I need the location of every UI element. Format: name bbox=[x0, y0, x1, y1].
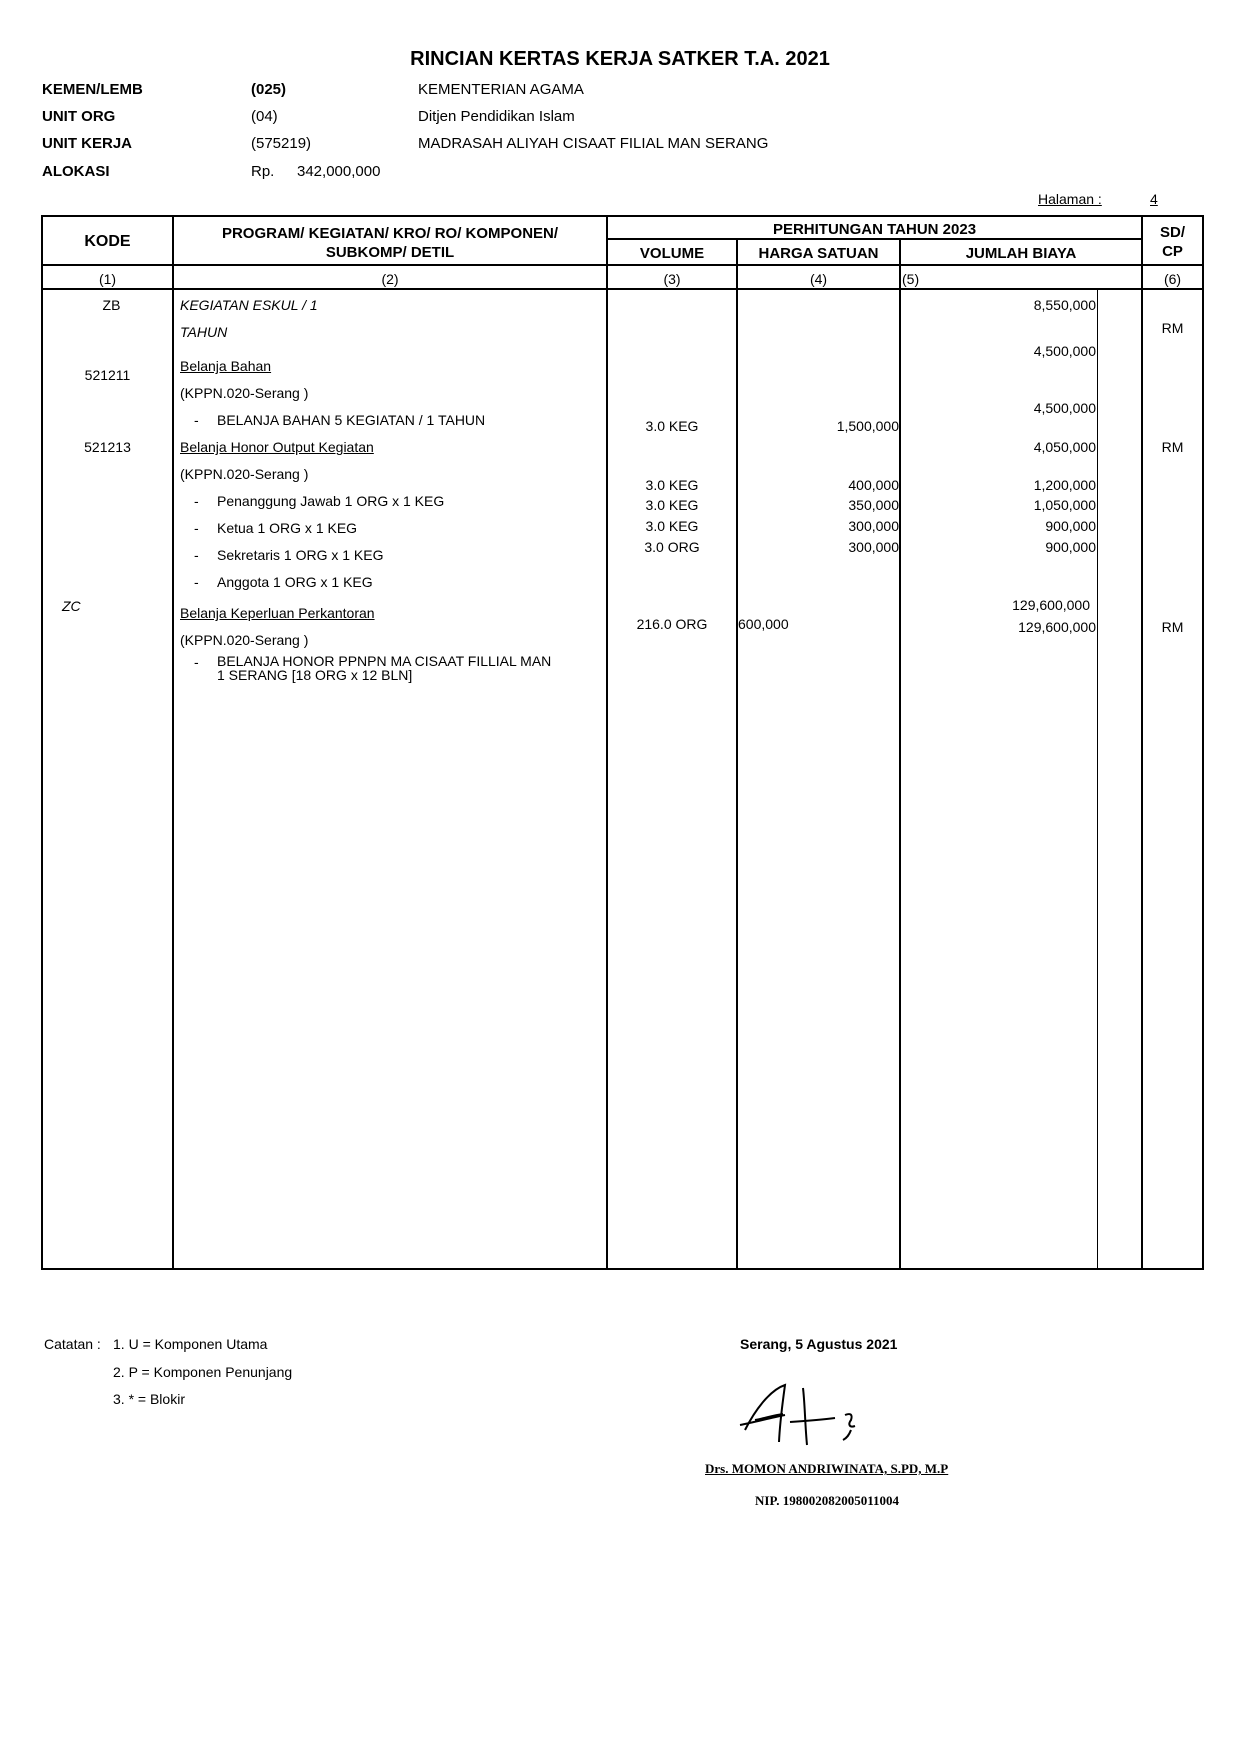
place-date: Serang, 5 Agustus 2021 bbox=[740, 1336, 898, 1352]
row-i2-total: 1,050,000 bbox=[1033, 497, 1096, 513]
kemen-code: (025) bbox=[251, 81, 287, 98]
col-num-6: (6) bbox=[1163, 271, 1182, 287]
row-zb-sd: RM bbox=[1161, 320, 1184, 336]
row-dash: - bbox=[194, 520, 199, 536]
row-bahan-vol: 3.0 KEG bbox=[645, 418, 699, 434]
signature-image bbox=[735, 1380, 875, 1450]
col-num-4: (4) bbox=[809, 271, 828, 287]
halaman-label: Halaman : bbox=[1038, 191, 1102, 207]
note-3: 3. * = Blokir bbox=[113, 1391, 185, 1407]
row-bahan-name: Belanja Bahan bbox=[180, 358, 272, 374]
row-dash: - bbox=[194, 493, 199, 509]
unit-kerja-label: UNIT KERJA bbox=[42, 135, 133, 152]
col-sd-header-1: SD/ bbox=[1159, 224, 1185, 241]
col-kode-header: KODE bbox=[84, 233, 131, 250]
kemen-name: KEMENTERIAN AGAMA bbox=[418, 81, 584, 98]
row-bahan-item: BELANJA BAHAN 5 KEGIATAN / 1 TAHUN bbox=[217, 412, 486, 428]
col-sd-header-2: CP bbox=[1162, 243, 1183, 260]
row-bahan-total: 4,500,000 bbox=[1033, 343, 1096, 359]
row-honor-name: Belanja Honor Output Kegiatan bbox=[180, 439, 374, 455]
row-dash: - bbox=[194, 547, 199, 563]
signer-nip: NIP. 198002082005011004 bbox=[755, 1493, 899, 1508]
row-kantor-total: 129,600,000 bbox=[1012, 597, 1090, 613]
row-i1-harga: 400,000 bbox=[848, 477, 899, 493]
row-dash: - bbox=[194, 412, 199, 428]
col-program-header-1: PROGRAM/ KEGIATAN/ KRO/ RO/ KOMPONEN/ bbox=[221, 225, 559, 242]
row-code-521211: 521211 bbox=[84, 367, 131, 383]
alokasi-value: 342,000,000 bbox=[297, 163, 381, 180]
row-kantor-item-1: BELANJA HONOR PPNPN MA CISAAT FILLIAL MAN bbox=[217, 653, 552, 669]
row-i2-name: Ketua 1 ORG x 1 KEG bbox=[217, 520, 358, 536]
row-code-zc: ZC bbox=[62, 598, 81, 614]
row-kantor-vol: 216.0 ORG bbox=[636, 616, 708, 632]
col-volume-header: VOLUME bbox=[639, 245, 705, 262]
row-kantor-kppn: (KPPN.020-Serang ) bbox=[180, 632, 309, 648]
row-honor-total: 4,050,000 bbox=[1033, 439, 1096, 455]
row-i1-vol: 3.0 KEG bbox=[645, 477, 699, 493]
row-honor-kppn: (KPPN.020-Serang ) bbox=[180, 466, 309, 482]
row-bahan-kppn: (KPPN.020-Serang ) bbox=[180, 385, 309, 401]
row-i4-name: Anggota 1 ORG x 1 KEG bbox=[217, 574, 373, 590]
alokasi-label: ALOKASI bbox=[42, 163, 110, 180]
row-i4-total: 900,000 bbox=[1045, 539, 1096, 555]
halaman-value: 4 bbox=[1150, 191, 1158, 207]
col-perhitungan-header: PERHITUNGAN TAHUN 2023 bbox=[772, 221, 977, 238]
row-i4-vol: 3.0 ORG bbox=[644, 539, 700, 555]
col-program-header-2: SUBKOMP/ DETIL bbox=[325, 244, 455, 261]
note-2: 2. P = Komponen Penunjang bbox=[113, 1364, 293, 1380]
signer-name: Drs. MOMON ANDRIWINATA, S.PD, M.P bbox=[705, 1461, 949, 1476]
row-code-zb: ZB bbox=[102, 297, 121, 313]
row-i3-vol: 3.0 KEG bbox=[645, 518, 699, 534]
row-kantor-harga: 600,000 bbox=[738, 616, 789, 632]
unit-org-label: UNIT ORG bbox=[42, 108, 116, 125]
row-kantor-item-2: 1 SERANG [18 ORG x 12 BLN] bbox=[217, 667, 413, 683]
page-title: RINCIAN KERTAS KERJA SATKER T.A. 2021 bbox=[410, 48, 830, 70]
row-bahan-kppn-total: 4,500,000 bbox=[1033, 400, 1096, 416]
row-dash: - bbox=[194, 654, 199, 670]
row-i4-harga: 300,000 bbox=[848, 539, 899, 555]
row-code-521213: 521213 bbox=[84, 439, 131, 455]
col-harga-header: HARGA SATUAN bbox=[758, 245, 879, 262]
row-zb-name-1: KEGIATAN ESKUL / 1 bbox=[180, 297, 318, 313]
col-num-1: (1) bbox=[98, 271, 117, 287]
catatan-label: Catatan : bbox=[44, 1336, 101, 1352]
unit-org-code: (04) bbox=[251, 108, 278, 125]
row-i2-vol: 3.0 KEG bbox=[645, 497, 699, 513]
kemen-label: KEMEN/LEMB bbox=[42, 81, 143, 98]
row-zb-name-2: TAHUN bbox=[180, 324, 228, 340]
row-kantor-name: Belanja Keperluan Perkantoran bbox=[180, 605, 375, 621]
note-1: 1. U = Komponen Utama bbox=[113, 1336, 268, 1352]
unit-org-name: Ditjen Pendidikan Islam bbox=[418, 108, 575, 125]
col-num-5: (5) bbox=[902, 271, 920, 287]
unit-kerja-name: MADRASAH ALIYAH CISAAT FILIAL MAN SERANG bbox=[418, 135, 769, 152]
row-honor-sd: RM bbox=[1161, 439, 1184, 455]
row-i3-total: 900,000 bbox=[1045, 518, 1096, 534]
row-i2-harga: 350,000 bbox=[848, 497, 899, 513]
row-bahan-harga: 1,500,000 bbox=[836, 418, 899, 434]
row-zb-total: 8,550,000 bbox=[1033, 297, 1096, 313]
row-i1-name: Penanggung Jawab 1 ORG x 1 KEG bbox=[217, 493, 445, 509]
unit-kerja-code: (575219) bbox=[251, 135, 312, 152]
row-kantor-total-2: 129,600,000 bbox=[1018, 619, 1096, 635]
alokasi-currency: Rp. bbox=[251, 163, 275, 180]
col-num-2: (2) bbox=[381, 271, 399, 287]
row-i1-total: 1,200,000 bbox=[1033, 477, 1096, 493]
col-num-3: (3) bbox=[663, 271, 681, 287]
row-i3-harga: 300,000 bbox=[848, 518, 899, 534]
col-jumlah-header: JUMLAH BIAYA bbox=[965, 245, 1077, 262]
row-dash: - bbox=[194, 574, 199, 590]
row-i3-name: Sekretaris 1 ORG x 1 KEG bbox=[217, 547, 384, 563]
row-kantor-sd: RM bbox=[1161, 619, 1184, 635]
